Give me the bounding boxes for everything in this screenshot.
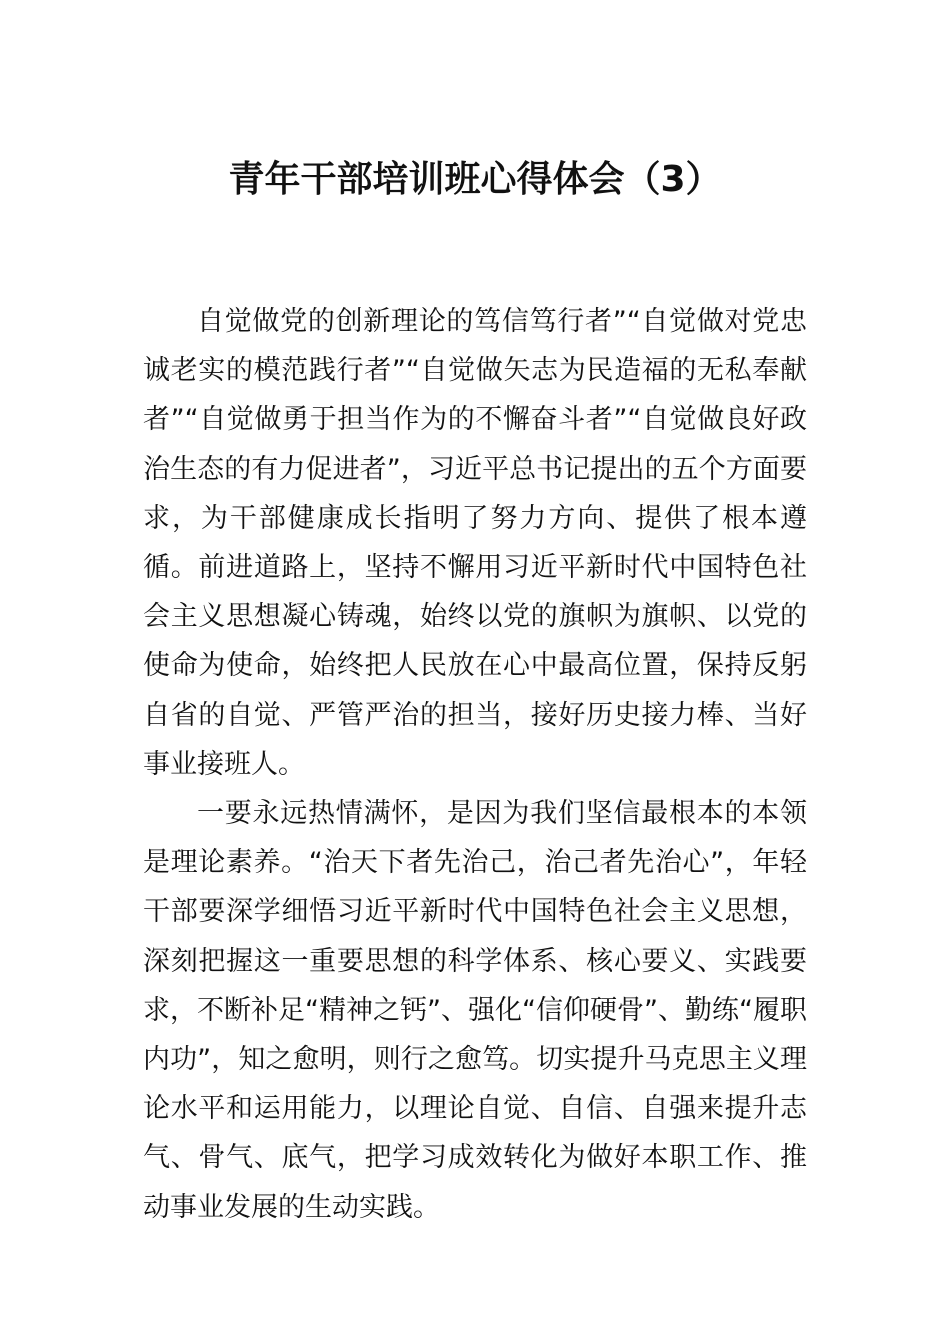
document-body bbox=[143, 297, 807, 1232]
document-title: 青年干部培训班心得体会（3） bbox=[228, 159, 722, 200]
paragraph-1: 自觉做党的创新理论的笃信笃行者”“自觉做对党忠诚老实的模范践行者”“自觉做矢志为民造福的无私奉献者”“自觉做勇于担当作为的不懈奋斗者”“自觉做良好政治生态的有力促进者”，习近平总书记提出的五个方面要求，为干部健康成长指明了努力方向、提供了根本遵循。前进道路上，坚持不懈用习近平新时代中国特色社会主义思想凝心铸魂，始终以党的旗帜为旗帜、以党的使命为使命，始终把人民放在心中最高位置，保持反躬自省的自觉、严管严治的担当，接好历史接力棒、当好事业接班人。 bbox=[143, 306, 807, 780]
paragraph-2: 一要永远热情满怀，是因为我们坚信最根本的本领是理论素养。“治天下者先治己，治己者先治心”，年轻干部要深学细悟习近平新时代中国特色社会主义思想，深刻把握这一重要思想的科学体系、核心要义、实践要求，不断补足“精神之钙”、强化“信仰硬骨”、勤练“履职内功”，知之愈明，则行之愈笃。切实提升马克思主义理论水平和运用能力，以理论自觉、自信、自强来提升志气、骨气、底气，把学习成效转化为做好本职工作、推动事业发展的生动实践。 bbox=[143, 798, 807, 1223]
